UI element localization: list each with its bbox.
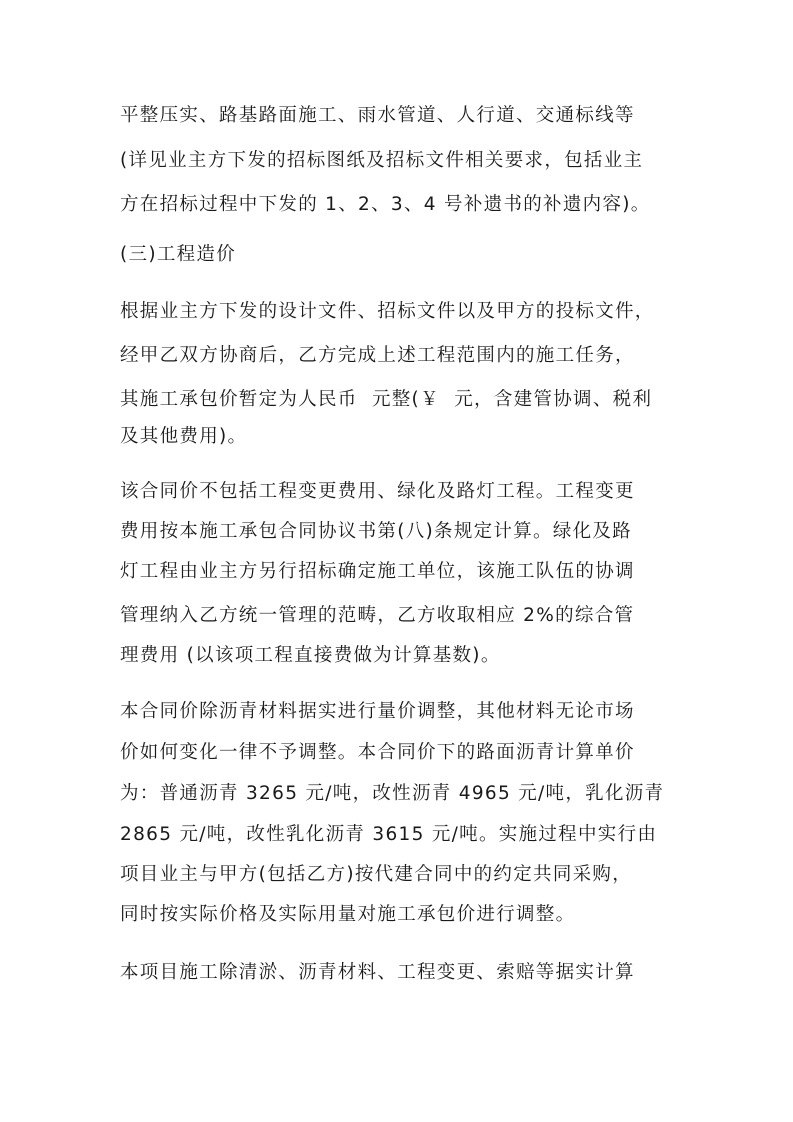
text-line: 价如何变化一律不予调整。本合同价下的路面沥青计算单价 [120, 742, 635, 763]
text-line: 经甲乙双方协商后，乙方完成上述工程范围内的施工任务， [120, 345, 635, 366]
section-heading: (三)工程造价 [120, 244, 237, 265]
text-line: 本合同价除沥青材料据实进行量价调整，其他材料无论市场 [120, 701, 635, 722]
text-line: 理费用 (以该项工程直接费做为计算基数)。 [120, 645, 501, 666]
text-line: 同时按实际价格及实际用量对施工承包价进行调整。 [120, 904, 576, 925]
text-line: 灯工程由业主方另行招标确定施工单位，该施工队伍的协调 [120, 561, 635, 582]
text-line: 2865 元/吨，改性乳化沥青 3615 元/吨。实施过程中实行由 [120, 824, 658, 845]
text-line: 管理纳入乙方统一管理的范畴，乙方收取相应 2%的综合管 [120, 605, 635, 626]
text-line: 为：普通沥青 3265 元/吨，改性沥青 4965 元/吨，乳化沥青 [120, 783, 665, 804]
text-line: 本项目施工除清淤、沥青材料、工程变更、索赔等据实计算 [120, 962, 635, 983]
text-line: 方在招标过程中下发的 1、2、3、4 号补遗书的补遗内容)。 [120, 194, 651, 215]
text-line: 平整压实、路基路面施工、雨水管道、人行道、交通标线等 [120, 105, 635, 126]
text-line: 该合同价不包括工程变更费用、绿化及路灯工程。工程变更 [120, 481, 635, 502]
text-line: (详见业主方下发的招标图纸及招标文件相关要求，包括业主 [120, 150, 644, 171]
text-line: 根据业主方下发的设计文件、招标文件以及甲方的投标文件， [120, 301, 655, 322]
text-line: 及其他费用)。 [120, 426, 248, 447]
text-line: 项目业主与甲方(包括乙方)按代建合同中的约定共同采购， [120, 864, 633, 885]
text-line: 其施工承包价暂定为人民币 元整(￥ 元，含建管协调、税利 [120, 389, 653, 410]
text-line: 费用按本施工承包合同协议书第(八)条规定计算。绿化及路 [120, 521, 633, 542]
